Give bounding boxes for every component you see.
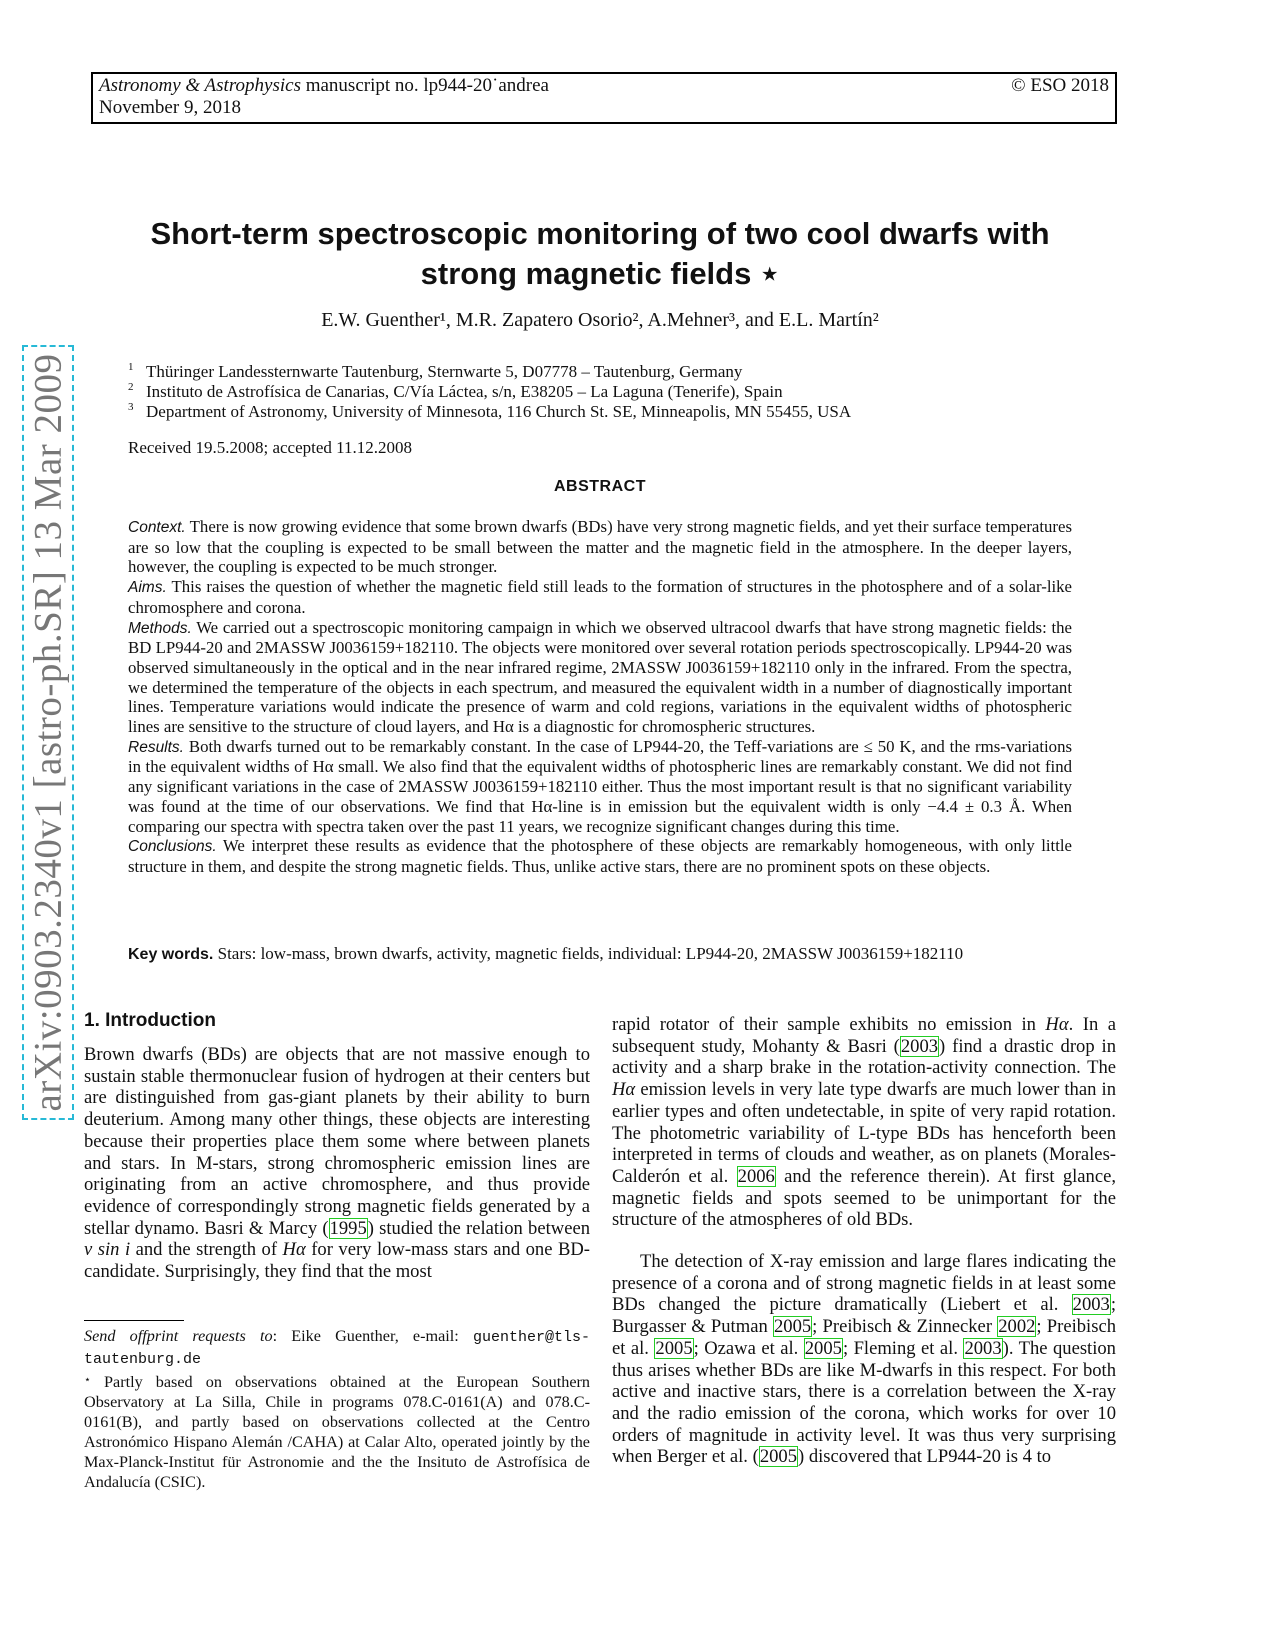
text-run: ; Preibisch & Zinnecker: [812, 1316, 998, 1338]
manuscript-number: manuscript no. lp944-20˙andrea: [305, 75, 549, 96]
affiliation-text: Thüringer Landessternwarte Tautenburg, Sternwarte 5, D07778 – Tautenburg, Germany: [146, 362, 743, 381]
keywords-text: Stars: low-mass, brown dwarfs, activity, magnetic fields, individual: LP944-20, 2MASSW J0036159+182110: [217, 944, 964, 963]
intro-paragraph-1: [84, 1044, 590, 1283]
citation-link[interactable]: 2005: [759, 1446, 797, 1468]
footnote-divider: [84, 1320, 184, 1321]
keywords: [128, 944, 1088, 964]
affiliation: [128, 402, 1088, 422]
text-run: The detection of X-ray emission and large flares indicating the presence of a corona and of strong magnetic fields in at least some BDs changed the picture dramatically (Liebert et al.: [612, 1251, 1116, 1316]
citation-link[interactable]: 2002: [998, 1316, 1036, 1338]
text-run: ) studied the relation between: [367, 1217, 590, 1239]
text-run: and the reference therein). At first glance, magnetic fields and spots seemed to be unimportant for the structure of the atmospheres of old BDs.: [612, 1165, 1116, 1231]
text-run: ; Ozawa et al.: [693, 1337, 804, 1359]
conclusions-label: Conclusions.: [128, 838, 217, 856]
paper-title: [100, 214, 1100, 294]
citation-link[interactable]: 2005: [655, 1337, 693, 1359]
results-text: Both dwarfs turned out to be remarkably constant. In the case of LP944-20, the Teff-variations are ≤ 50 K, and the rms-variations in the equivalent widths of Hα small. We also find that the equivalent widths of photospheric lines are remarkably constant. We did not find any significant variations in the case of 2MASSW J0036159+182110 either. Thus the most important result is that no significant variability was found at the time of our observations. We find that Hα-line is in emission but the equivalent width is only −4.4 ± 0.3 Å. When comparing our spectra with spectra taken over the past 11 years, we recognize significant changes during this time.: [128, 736, 1072, 836]
affiliation: [128, 362, 1088, 382]
affiliation-number: 1: [128, 361, 134, 373]
offprint-label: Send offprint requests to: [84, 1327, 273, 1345]
intro-paragraph-3: [612, 1251, 1116, 1468]
affiliation-text: Department of Astronomy, University of Minnesota, 116 Church St. SE, Minneapolis, MN 55455, USA: [146, 402, 852, 421]
footnote-text: Partly based on observations obtained at the European Southern Observatory at La Silla, Chile in programs 078.C-0161(A) and 078.C-0161(B), and partly based on observations collected at the Centro Astronómico Hispano Alemán /CAHA) at Calar Alto, operated jointly by the Max-Planck-Institut für Astronomie and the the Insituto de Astrofísica de Andalucía (CSIC).: [84, 1373, 590, 1491]
journal-name: Astronomy & Astrophysics: [99, 75, 301, 96]
text-run: for very low-mass stars and one BD-candidate. Surprisingly, they find that the most: [84, 1239, 590, 1283]
citation-link[interactable]: 2006: [737, 1165, 775, 1187]
citation-link[interactable]: 2003: [900, 1035, 939, 1057]
citation-link[interactable]: 2005: [804, 1337, 842, 1359]
affiliations: [128, 362, 1088, 422]
abstract-heading: ABSTRACT: [554, 478, 646, 495]
section-heading: 1. Introduction: [84, 1010, 216, 1031]
context-label: Context.: [128, 519, 186, 536]
arxiv-stamp[interactable]: [22, 345, 74, 1120]
text-run: . In a subsequent study, Mohanty & Basri (: [612, 1014, 1116, 1057]
citation-link[interactable]: 1995: [329, 1217, 367, 1239]
text-run: ; Preibisch et al.: [612, 1316, 1117, 1359]
math-halpha: Hα: [282, 1239, 306, 1261]
footnote-marker: ⋆: [84, 1374, 91, 1386]
context-text: There is now growing evidence that some brown dwarfs (BDs) have very strong magnetic fields, and yet their surface temperatures are so low that the coupling is expected to be small between the matter and the magnetic field in the atmosphere. In the deeper layers, however, the coupling is expected to be much stronger.: [128, 517, 1072, 577]
received-dates: Received 19.5.2008; accepted 11.12.2008: [128, 438, 413, 457]
abstract-context: [128, 517, 1072, 577]
intro-paragraph-2: [612, 1014, 1116, 1231]
title-line-1: Short-term spectroscopic monitoring of two cool dwarfs with: [150, 216, 1050, 251]
footnotes: [84, 1326, 590, 1492]
math-vsini: v sin i: [84, 1239, 131, 1261]
citation-link[interactable]: 2003: [1072, 1294, 1110, 1316]
affiliation-number: 2: [128, 381, 134, 393]
math-halpha: Hα: [612, 1079, 636, 1101]
text-run: rapid rotator of their sample exhibits no emission in: [612, 1014, 1046, 1035]
text-run: ; Fleming et al.: [842, 1337, 964, 1359]
journal-header: [91, 72, 1117, 124]
aims-text: This raises the question of whether the magnetic field still leads to the formation of structures in the photosphere and of a solar-like chromosphere and corona.: [128, 577, 1072, 617]
text-run: ) find a drastic drop in activity and a sharp brake in the rotation-activity connection. The: [612, 1035, 1116, 1079]
math-halpha: Hα: [1045, 1014, 1069, 1035]
arxiv-id[interactable]: arXiv:0903.2340v1 [astro-ph.SR] 13 Mar 2009: [26, 353, 70, 1112]
header-date: November 9, 2018: [99, 97, 241, 118]
observations-footnote: [84, 1370, 590, 1492]
aims-label: Aims.: [128, 579, 167, 597]
left-column: [84, 1010, 590, 1283]
text-run: ) discovered that LP944-20 is 4 to: [798, 1446, 1052, 1468]
title-line-2: strong magnetic fields ⋆: [420, 256, 780, 291]
author-list: E.W. Guenther¹, M.R. Zapatero Osorio², A.Mehner³, and E.L. Martín²: [321, 309, 879, 331]
methods-label: Methods.: [128, 619, 192, 637]
abstract-aims: [128, 577, 1072, 617]
text-run: emission levels in very late type dwarfs are much lower than in earlier types and often undetectable, in spite of very rapid rotation. The photometric variability of L-type BDs has henceforth been interpreted in terms of clouds and weather, as on planets (Morales-Calderón et al.: [612, 1079, 1116, 1187]
right-column: [612, 1014, 1116, 1468]
contact-email[interactable]: guenther@tls-tautenburg.de: [84, 1329, 591, 1368]
abstract-methods: [128, 618, 1072, 737]
results-label: Results.: [128, 738, 184, 756]
offprint-text: : Eike Guenther, e-mail:: [272, 1327, 459, 1345]
conclusions-text: We interpret these results as evidence that the photosphere of these objects are remarkably homogeneous, with only little structure in them, and despite the strong magnetic fields. Thus, unlike active stars, there are no prominent spots on these objects.: [128, 836, 1072, 876]
citation-link[interactable]: 2005: [773, 1316, 812, 1338]
copyright: © ESO 2018: [1011, 75, 1109, 96]
methods-text: We carried out a spectroscopic monitoring campaign in which we observed ultracool dwarfs that have strong magnetic fields: the BD LP944-20 and 2MASSW J0036159+182110. The objects were monitored over several rotation periods spectroscopically. LP944-20 was observed simultaneously in the optical and in the near infrared regime, 2MASSW J0036159+182110 only in the infrared. From the spectra, we determined the temperature of the objects in each spectrum, and measured the equivalent width in a number of diagnostically important lines. Temperature variations would indicate the presence of warm and cold regions, variations in the equivalent widths of photospheric lines are sensitive to the structure of cloud layers, and Hα is a diagnostic for chromospheric structures.: [128, 617, 1072, 737]
keywords-label: Key words.: [128, 946, 214, 963]
abstract: [128, 517, 1072, 877]
abstract-conclusions: [128, 836, 1072, 876]
affiliation-number: 3: [128, 401, 134, 413]
offprint-footnote: [84, 1326, 590, 1370]
text-run: ; Burgasser & Putman: [612, 1294, 1116, 1338]
affiliation-text: Instituto de Astrofísica de Canarias, C/Vía Láctea, s/n, E38205 – La Laguna (Tenerife), Spain: [146, 382, 783, 401]
abstract-results: [128, 737, 1072, 837]
citation-link[interactable]: 2003: [964, 1337, 1002, 1359]
affiliation: [128, 382, 1088, 402]
text-run: Brown dwarfs (BDs) are objects that are not massive enough to sustain stable thermonuclear fusion of hydrogen at their centers but are distinguished from gas-giant planets by their ability to burn deuterium. Among many other things, these objects are interesting because their properties place them some where between planets and stars. In M-stars, strong chromospheric emission lines are originating from an active chromosphere, and thus provide evidence of correspondingly strong magnetic fields generated by a stellar dynamo. Basri & Marcy (: [84, 1044, 590, 1239]
text-run: and the strength of: [130, 1239, 283, 1261]
text-run: ). The question thus arises whether BDs are like M-dwarfs in this respect. For both active and inactive stars, there is a correlation between the X-ray and the radio emission of the corona, which works for over 10 orders of magnitude in activity level. It was thus very surprising when Berger et al. (: [612, 1337, 1116, 1468]
